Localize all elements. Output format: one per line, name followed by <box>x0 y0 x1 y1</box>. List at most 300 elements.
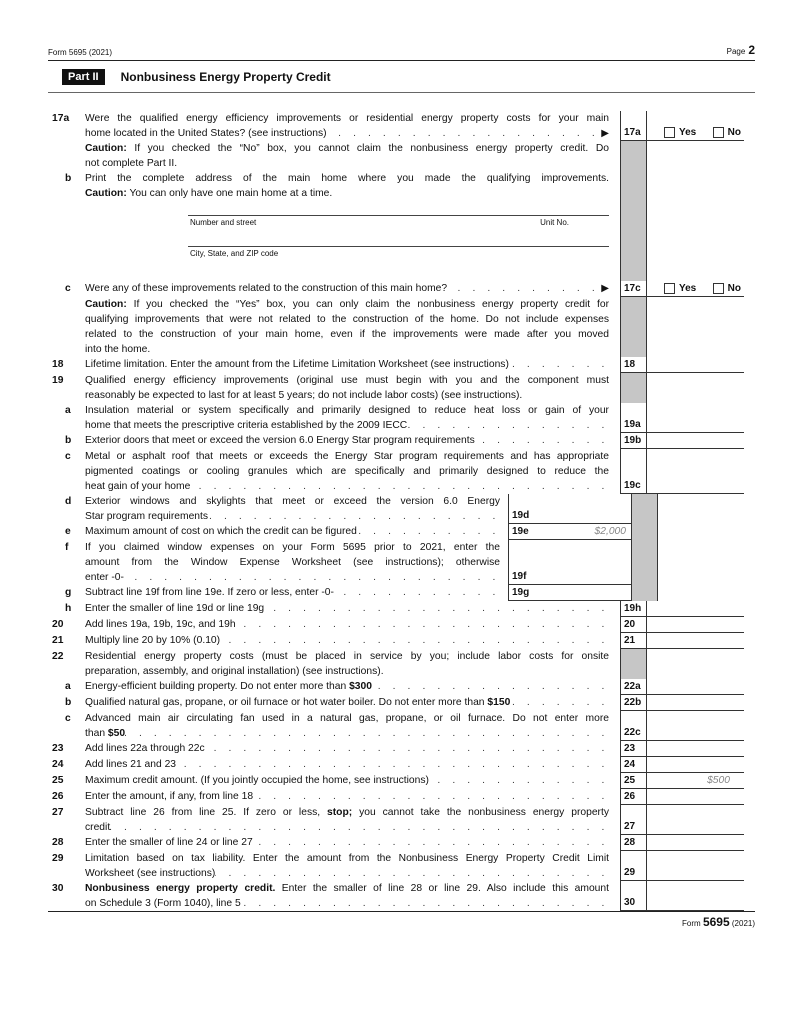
text-segment: you cannot take the nonbusiness energy property <box>352 807 609 818</box>
leader-dots <box>334 585 500 600</box>
text-line <box>85 664 609 679</box>
text-line <box>85 633 609 648</box>
text-content: Add lines 21 and 23 <box>85 759 177 770</box>
text-line <box>85 805 609 820</box>
text-content: enter -0- <box>85 572 124 583</box>
unit-label: Unit No. <box>540 218 569 227</box>
text-line <box>85 820 609 835</box>
no-option[interactable] <box>713 281 741 296</box>
form-page <box>48 44 755 929</box>
leader-dots <box>208 509 500 524</box>
no-checkbox[interactable] <box>713 127 724 138</box>
text-line <box>85 297 609 312</box>
text-segment: Enter the smaller of line 28 or line 29. Also include this amount <box>275 883 609 894</box>
line-row-b <box>48 171 755 201</box>
page-label: Page <box>726 47 746 56</box>
amount-input-24[interactable] <box>647 757 744 773</box>
line-code-label <box>620 201 647 281</box>
line-code-label <box>620 297 647 357</box>
leader-dots <box>236 617 609 632</box>
text-line: If you claimed window expenses on your Form 5695 prior to 2021, enter the <box>85 542 500 553</box>
amount-input-19d[interactable] <box>535 494 631 524</box>
line-row-26 <box>48 789 755 805</box>
line-number: 26 <box>52 791 64 802</box>
line-row-note <box>48 201 755 281</box>
text-line <box>85 757 609 772</box>
line-number: 30 <box>52 883 64 894</box>
line-number: 20 <box>52 619 64 630</box>
line-number: 23 <box>52 743 64 754</box>
line-code-label: 22c <box>620 711 647 741</box>
leader-dots <box>215 866 609 881</box>
text-line: amount from the Window Expense Worksheet (see instructions); otherwise <box>85 557 500 568</box>
text-line: Exterior windows and skylights that meet or exceed the version 6.0 Energy <box>85 496 500 507</box>
line-row-22c <box>48 711 755 741</box>
yes-no-checkboxes <box>658 125 741 140</box>
line-description <box>85 540 508 585</box>
line-number: g <box>65 587 72 598</box>
line-code-label <box>620 171 647 201</box>
text-line <box>85 186 609 201</box>
line-code-label: 19a <box>620 403 647 433</box>
line-row-22b <box>48 695 755 711</box>
line-row-20 <box>48 617 755 633</box>
line-number: a <box>65 405 71 416</box>
line-number: b <box>65 435 72 446</box>
address-fields <box>85 201 609 281</box>
amount-input-19g[interactable] <box>535 585 631 601</box>
amount-input-22c[interactable] <box>647 711 744 741</box>
line-description <box>85 757 620 773</box>
text-line <box>85 524 500 539</box>
amount-input-19b[interactable] <box>647 433 744 449</box>
leader-dots <box>110 820 609 835</box>
amount-input-22b[interactable] <box>647 695 744 711</box>
leader-dots <box>124 570 500 585</box>
text-line <box>85 479 609 494</box>
leader-dots <box>510 695 609 710</box>
street-label: Number and street <box>190 218 257 227</box>
amount-input-27[interactable] <box>647 805 744 835</box>
line-description <box>85 773 620 789</box>
line-description <box>85 633 620 649</box>
street-address-field[interactable] <box>188 215 609 246</box>
line-row-19g <box>48 585 755 601</box>
leader-dots <box>205 741 609 756</box>
line-description <box>85 617 620 633</box>
text-line: Limitation based on tax liability. Enter the amount from the Nonbusiness Energy Property Credit Limit <box>85 853 609 864</box>
text-content: Enter the amount, if any, from line 18 <box>85 791 254 802</box>
text-content <box>85 695 510 710</box>
text-line <box>85 695 609 710</box>
line-row-27 <box>48 805 755 835</box>
line-description <box>85 201 620 281</box>
text-segment: $150 <box>487 697 511 708</box>
line-code-label: 18 <box>620 357 647 373</box>
line-number: b <box>65 697 72 708</box>
line-number: 19 <box>52 375 64 386</box>
line-code-label: 25 <box>620 773 647 789</box>
line-code-label: 21 <box>620 633 647 649</box>
line-code-label <box>620 649 647 679</box>
line-code-label <box>620 141 647 171</box>
line-row-25 <box>48 773 755 789</box>
line-number: 25 <box>52 775 64 786</box>
line-description <box>85 789 620 805</box>
text-content: Worksheet (see instructions) <box>85 868 216 879</box>
amount-input-29[interactable] <box>647 851 744 881</box>
line-row-note <box>48 297 755 357</box>
line-description <box>85 851 620 881</box>
text-content: Subtract line 19f from line 19e. If zero or less, enter -0- <box>85 587 334 598</box>
text-line <box>85 509 500 524</box>
line-row-19b <box>48 433 755 449</box>
text-segment: You can only have one main home at a time. <box>126 188 333 199</box>
line-number: c <box>65 713 71 724</box>
line-code-label <box>631 524 658 540</box>
line-description <box>85 449 620 494</box>
line-code-label: 19h <box>620 601 647 617</box>
line-number: 17a <box>52 113 70 124</box>
line-code-label: 19c <box>620 449 647 494</box>
line-code-label: 24 <box>620 757 647 773</box>
line-description <box>85 679 620 695</box>
line-row-17a <box>48 93 755 141</box>
text-content: Lifetime limitation. Enter the amount from the Lifetime Limitation Worksheet (see instructions) <box>85 359 509 370</box>
amount-input-23[interactable] <box>647 741 744 757</box>
line-number: d <box>65 496 72 507</box>
line-code-label: 17a <box>620 111 647 141</box>
amount-input-26[interactable] <box>647 789 744 805</box>
text-segment: If you checked the “No” box, you cannot claim the nonbusiness energy property credit. Do <box>126 143 609 154</box>
line-row-24 <box>48 757 755 773</box>
text-content: Maximum credit amount. (If you jointly occupied the home, see instructions) <box>85 775 429 786</box>
line-row-29 <box>48 851 755 881</box>
text-content: Add lines 19a, 19b, 19c, and 19h <box>85 619 236 630</box>
part-title: Nonbusiness Energy Property Credit <box>120 69 331 84</box>
text-line: Metal or asphalt roof that meets or exceeds the Energy Star program requirements and has appropriate <box>85 451 609 462</box>
city-state-zip-field[interactable] <box>188 246 609 277</box>
line-description <box>85 141 620 171</box>
amount-blank <box>647 373 744 403</box>
line-row-19c <box>48 449 755 494</box>
line-row-19f <box>48 540 755 585</box>
leader-dots <box>372 679 609 694</box>
line-number: c <box>65 451 71 462</box>
amount-input-18[interactable] <box>647 357 744 373</box>
amount-input-30[interactable] <box>647 881 744 911</box>
line-description <box>85 281 620 297</box>
leader-dots <box>407 418 609 433</box>
line-code-label: 23 <box>620 741 647 757</box>
yes-checkbox[interactable] <box>664 127 675 138</box>
text-line <box>85 601 609 616</box>
text-content: Were any of these improvements related to the construction of this main home? <box>85 283 448 294</box>
form-lines <box>48 93 755 911</box>
text-line <box>85 418 609 433</box>
leader-dots <box>509 357 609 372</box>
line-description <box>85 433 620 449</box>
line-number: 21 <box>52 635 64 646</box>
leader-dots <box>176 757 609 772</box>
line-number: f <box>65 542 69 553</box>
text-content: Add lines 22a through 22c <box>85 743 205 754</box>
line-description <box>85 601 620 617</box>
page-num: 2 <box>748 43 755 57</box>
yes-no-checkboxes <box>658 281 741 296</box>
text-segment: Energy-efficient building property. Do not enter more than <box>85 681 350 692</box>
line-row-30 <box>48 881 755 911</box>
text-line <box>85 896 609 911</box>
footer-form: Form <box>682 919 701 928</box>
line-code-label: 22a <box>620 679 647 695</box>
line-number <box>48 141 85 171</box>
text-line <box>85 342 609 357</box>
line-number: c <box>65 283 71 294</box>
text-segment: than <box>85 728 108 739</box>
text-line <box>85 835 609 850</box>
no-checkbox[interactable] <box>713 283 724 294</box>
leader-dots <box>241 896 609 911</box>
footer-form-number: 5695 <box>702 915 730 929</box>
line-row-19 <box>48 373 755 403</box>
leader-dots <box>190 479 609 494</box>
leader-dots <box>475 433 609 448</box>
text-line <box>85 388 609 403</box>
line-description <box>85 585 508 601</box>
arrow-right-icon: ▶ <box>601 128 609 139</box>
text-line <box>85 726 609 741</box>
text-segment: Nonbusiness energy property credit. <box>85 883 276 894</box>
text-line: related to the construction of your main home, even if the improvements were made after you moved <box>85 329 609 340</box>
text-line <box>85 281 609 296</box>
no-label: No <box>727 283 741 294</box>
text-content: heat gain of your home <box>85 481 191 492</box>
line-code-label: 19f <box>508 540 535 585</box>
text-line <box>85 126 609 141</box>
text-line <box>85 773 609 788</box>
line-code-label: 26 <box>620 789 647 805</box>
amount-input-17c[interactable] <box>647 281 744 297</box>
line-description <box>85 357 620 373</box>
text-segment: $50 <box>107 728 126 739</box>
leader-dots <box>429 773 609 788</box>
page-number <box>727 43 755 57</box>
line-code-label <box>631 494 658 524</box>
text-line: Were the qualified energy efficiency improvements or residential energy property costs for your main <box>85 113 609 124</box>
line-number: h <box>65 603 72 614</box>
line-number: b <box>65 173 72 184</box>
amount-input-19a[interactable] <box>647 403 744 433</box>
page-header <box>48 44 755 61</box>
amount-blank <box>658 540 755 585</box>
leader-dots <box>253 789 609 804</box>
line-row-28 <box>48 835 755 851</box>
line-code-label <box>620 373 647 403</box>
leader-dots <box>264 601 609 616</box>
text-content: home that meets the prescriptive criteria established by the 2009 IECC <box>85 420 408 431</box>
line-number <box>48 201 85 281</box>
amount-input-19h[interactable] <box>647 601 744 617</box>
line-number: 28 <box>52 837 64 848</box>
line-description <box>85 297 620 357</box>
text-line <box>85 357 609 372</box>
line-description <box>85 835 620 851</box>
line-description <box>85 373 620 403</box>
no-label: No <box>727 127 741 138</box>
line-description <box>85 881 620 911</box>
yes-label: Yes <box>679 127 697 138</box>
leader-dots <box>447 281 599 296</box>
amount-input-17a[interactable] <box>647 111 744 141</box>
amount-input-19f[interactable] <box>535 540 631 585</box>
amount-input-25[interactable]: $500 <box>647 773 744 789</box>
text-content: Exterior doors that meet or exceed the version 6.0 Energy Star program requirements <box>85 435 475 446</box>
text-line: Insulation material or system specifically and primarily designed to reduce heat loss or gain of your <box>85 405 609 416</box>
part-header <box>48 61 755 93</box>
text-content: Enter the smaller of line 24 or line 27 <box>85 837 253 848</box>
amount-blank <box>647 171 744 201</box>
amount-input-19e[interactable]: $2,000 <box>535 524 631 540</box>
line-code-label: 29 <box>620 851 647 881</box>
text-line <box>85 617 609 632</box>
leader-dots <box>220 633 609 648</box>
line-code-label: 20 <box>620 617 647 633</box>
line-row-18 <box>48 357 755 373</box>
text-segment: Qualified natural gas, propane, or oil furnace or hot water boiler. Do not enter more than <box>85 697 488 708</box>
line-description <box>85 741 620 757</box>
text-content: credit <box>85 822 111 833</box>
text-line: qualifying improvements that were not related to the construction of the home. Do not include expenses <box>85 314 609 325</box>
line-number: 27 <box>52 807 64 818</box>
line-row-19a <box>48 403 755 433</box>
line-row-22 <box>48 649 755 679</box>
yes-option[interactable] <box>664 281 696 296</box>
text-line <box>85 156 609 171</box>
text-content: into the home. <box>85 344 151 355</box>
line-row-19e <box>48 524 755 540</box>
line-row-21 <box>48 633 755 649</box>
line-description <box>85 649 620 679</box>
text-line <box>85 433 609 448</box>
amount-blank <box>658 585 755 601</box>
line-row-17c <box>48 281 755 297</box>
line-row-note <box>48 141 755 171</box>
line-number: e <box>65 526 71 537</box>
line-number: 18 <box>52 359 64 370</box>
amount-input-28[interactable] <box>647 835 744 851</box>
amount-input-21[interactable] <box>647 633 744 649</box>
line-number: a <box>65 681 71 692</box>
line-row-19d <box>48 494 755 524</box>
text-segment: stop; <box>327 807 353 818</box>
line-row-22a <box>48 679 755 695</box>
text-segment: Subtract line 26 from line 25. If zero or less, <box>85 807 328 818</box>
line-description <box>85 171 620 201</box>
no-option[interactable] <box>713 125 741 140</box>
text-segment: If you checked the “Yes” box, you can only claim the nonbusiness energy property credit for <box>126 299 609 310</box>
city-label: City, State, and ZIP code <box>190 249 279 258</box>
amount-blank <box>647 201 744 281</box>
arrow-right-icon: ▶ <box>601 283 609 294</box>
text-content: Enter the smaller of line 19d or line 19g <box>85 603 265 614</box>
line-number: 29 <box>52 853 64 864</box>
line-code-label: 19d <box>508 494 535 524</box>
amount-blank <box>647 649 744 679</box>
text-segment: Caution: <box>85 188 127 199</box>
line-code-label: 19e <box>508 524 535 540</box>
amount-blank <box>647 297 744 357</box>
line-description <box>85 805 620 835</box>
yes-option[interactable] <box>664 125 696 140</box>
text-line <box>85 141 609 156</box>
line-description <box>85 111 620 141</box>
leader-dots <box>253 835 609 850</box>
line-row-23 <box>48 741 755 757</box>
text-content <box>85 186 332 201</box>
text-line <box>85 585 500 600</box>
text-line: Residential energy property costs (must be placed in service by you; include labor costs for onsite <box>85 651 609 662</box>
line-code-label: 28 <box>620 835 647 851</box>
line-code-label <box>631 540 658 585</box>
text-segment: Caution: <box>85 143 127 154</box>
text-content: Maximum amount of cost on which the credit can be figured <box>85 526 357 537</box>
page-footer <box>48 912 755 929</box>
leader-dots <box>125 726 609 741</box>
text-content: not complete Part II. <box>85 158 178 169</box>
amount-input-19c[interactable] <box>647 449 744 494</box>
text-segment: $300 <box>349 681 372 692</box>
amount-blank <box>647 141 744 171</box>
text-line <box>85 866 609 881</box>
text-line: Advanced main air circulating fan used in a natural gas, propane, or oil furnace. Do not enter more <box>85 713 609 724</box>
amount-input-22a[interactable] <box>647 679 744 695</box>
text-line <box>85 679 609 694</box>
text-content: on Schedule 3 (Form 1040), line 5 <box>85 898 241 909</box>
text-line <box>85 570 500 585</box>
text-line: Qualified energy efficiency improvements (original use must begin with you and the component must <box>85 375 609 386</box>
line-number <box>48 297 85 357</box>
line-description <box>85 494 508 524</box>
line-description <box>85 695 620 711</box>
text-content: Star program requirements <box>85 511 209 522</box>
amount-blank <box>658 524 755 540</box>
line-code-label: 30 <box>620 881 647 911</box>
line-code-label: 27 <box>620 805 647 835</box>
line-number: 24 <box>52 759 64 770</box>
line-code-label: 22b <box>620 695 647 711</box>
leader-dots <box>357 524 500 539</box>
yes-label: Yes <box>679 283 697 294</box>
text-content: preparation, assembly, and original installation) (see instructions). <box>85 666 384 677</box>
leader-dots <box>327 126 600 141</box>
text-content: Multiply line 20 by 10% (0.10) <box>85 635 221 646</box>
text-content: home located in the United States? (see instructions) <box>85 128 327 139</box>
text-content <box>85 726 125 741</box>
text-line: pigmented coatings or cooling granules which are specifically and primarily designed to reduce the <box>85 466 609 477</box>
line-description <box>85 524 508 540</box>
amount-blank <box>658 494 755 524</box>
text-content <box>85 679 372 694</box>
text-line <box>85 741 609 756</box>
yes-checkbox[interactable] <box>664 283 675 294</box>
line-code-label: 19g <box>508 585 535 601</box>
text-content: reasonably be expected to last for at least 5 years; do not include labor costs) (see instructions). <box>85 390 523 401</box>
text-line <box>85 881 609 896</box>
line-row-19h <box>48 601 755 617</box>
footer-year: (2021) <box>731 919 755 928</box>
amount-input-20[interactable] <box>647 617 744 633</box>
